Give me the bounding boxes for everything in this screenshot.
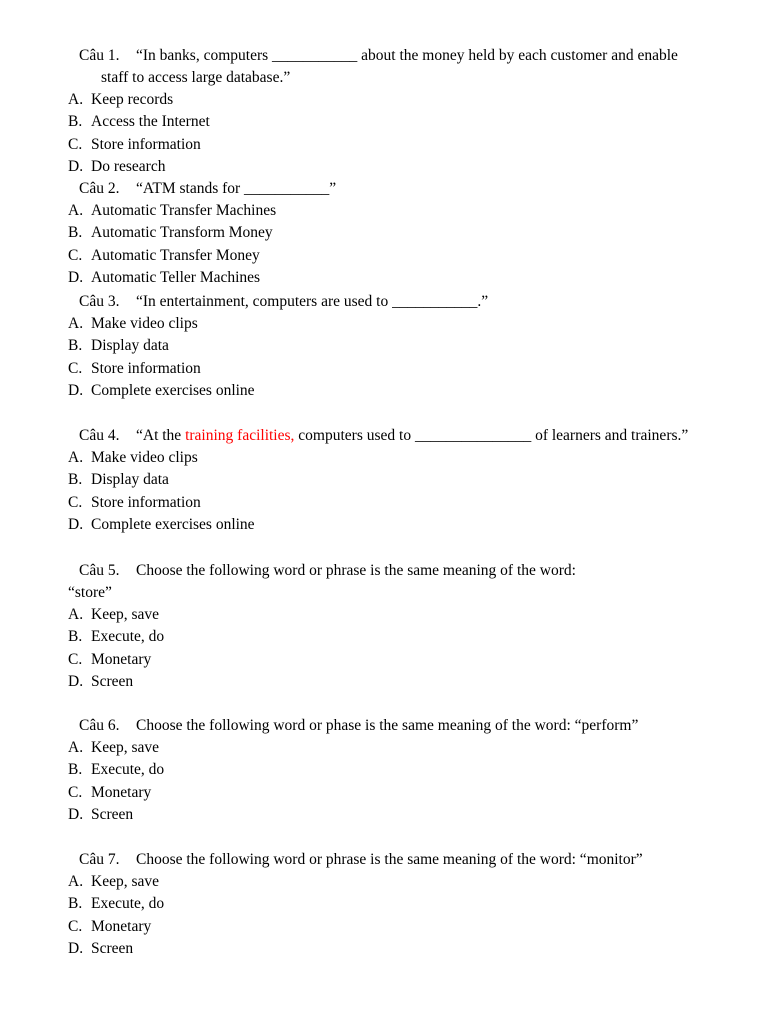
option-text: Monetary [91,650,152,668]
option-text: Display data [91,337,169,355]
option-c [0,492,768,514]
option-b [0,222,768,244]
option-text: Complete exercises online [91,382,255,400]
option-a [0,200,768,222]
option-b [0,626,768,648]
option-letter: D. [68,269,84,287]
option-d [0,380,768,402]
option-letter: B. [68,628,83,646]
option-b [0,335,768,357]
option-letter: A. [68,873,84,890]
question-stem [0,849,768,871]
question-text [136,425,728,447]
option-c [0,245,768,267]
question-stem [0,291,768,313]
option-b [0,759,768,781]
option-text: Store information [91,135,201,153]
option-letter: B. [68,224,83,242]
option-letter: C. [68,359,83,377]
question-text: “ATM stands for ___________” [136,180,337,197]
option-d [0,156,768,178]
option-letter: B. [68,337,83,355]
option-text: Make video clips [91,315,198,332]
option-text: Automatic Transfer Machines [91,202,277,219]
option-a [0,871,768,893]
question-text: Choose the following word or phrase is the same meaning of the word: “monitor” [136,851,643,868]
question-text: Choose the following word or phase is the same meaning of the word: “perform” [136,717,639,734]
option-letter: B. [68,113,83,131]
option-letter: B. [68,761,83,779]
option-letter: A. [68,91,84,108]
option-letter: C. [68,135,83,153]
option-letter: D. [68,382,84,400]
option-text: Monetary [91,783,152,801]
question-number: Câu 7. [79,851,120,868]
question-5 [0,560,768,694]
option-c [0,916,768,938]
option-a [0,604,768,626]
question-number: Câu 3. [79,293,120,310]
option-text: Automatic Teller Machines [91,269,261,287]
option-c [0,649,768,671]
option-text: Screen [91,940,134,958]
question-text-start: “At the [136,427,186,444]
option-text: Access the Internet [91,113,210,131]
question-stem [0,560,768,604]
option-text: Keep, save [91,873,159,890]
option-text: Store information [91,359,201,377]
option-text: Screen [91,806,134,824]
question-text: “In banks, computers ___________ about the money held by each customer and enable [136,47,678,64]
question-text-continued: staff to access large database.” [101,69,291,86]
option-letter: C. [68,493,83,511]
option-text: Automatic Transform Money [91,224,273,242]
option-c [0,782,768,804]
option-letter: B. [68,471,83,489]
option-text: Complete exercises online [91,516,255,534]
question-7 [0,849,768,961]
question-text: Choose the following word or phrase is the same meaning of the word: [136,562,576,579]
option-text: Keep records [91,91,174,108]
option-a [0,313,768,335]
option-text: Execute, do [91,895,165,913]
question-number: Câu 2. [79,180,120,197]
question-stem [0,425,768,447]
option-text: Execute, do [91,761,165,779]
question-4 [0,425,768,537]
option-letter: A. [68,315,84,332]
option-letter: C. [68,650,83,668]
option-letter: D. [68,673,84,691]
question-text-continued: “store” [68,584,112,601]
question-number: Câu 6. [79,717,120,734]
option-letter: D. [68,806,84,824]
option-text: Keep, save [91,606,159,623]
question-number: Câu 1. [79,47,120,64]
question-stem [0,45,768,89]
option-b [0,893,768,915]
option-letter: A. [68,202,84,219]
highlighted-phrase: training facilities, [185,427,295,444]
option-letter: D. [68,940,84,958]
option-d [0,671,768,693]
option-text: Automatic Transfer Money [91,246,260,264]
option-text: Screen [91,673,134,691]
option-d [0,514,768,536]
option-text: Do research [91,158,166,176]
question-stem [0,178,768,200]
option-text: Display data [91,471,169,489]
question-number: Câu 5. [79,562,120,579]
option-c [0,358,768,380]
option-text: Execute, do [91,628,165,646]
option-letter: C. [68,783,83,801]
option-d [0,267,768,289]
question-stem [0,715,768,737]
option-letter: C. [68,246,83,264]
option-letter: A. [68,739,84,756]
question-6 [0,715,768,827]
option-text: Keep, save [91,739,159,756]
question-text-end: computers used to _______________ of learners and trainers.” [294,427,689,444]
option-letter: D. [68,158,84,176]
option-text: Monetary [91,917,152,935]
question-3 [0,291,768,403]
option-d [0,804,768,826]
option-letter: A. [68,606,84,623]
option-c [0,134,768,156]
option-b [0,469,768,491]
option-a [0,737,768,759]
option-letter: A. [68,449,84,466]
question-1 [0,45,768,179]
option-letter: C. [68,917,83,935]
question-text: “In entertainment, computers are used to ___________.” [136,293,489,310]
option-letter: D. [68,516,84,534]
option-a [0,89,768,111]
option-b [0,111,768,133]
question-number: Câu 4. [79,427,120,444]
question-2 [0,178,768,290]
option-letter: B. [68,895,83,913]
option-text: Make video clips [91,449,198,466]
option-a [0,447,768,469]
option-text: Store information [91,493,201,511]
option-d [0,938,768,960]
